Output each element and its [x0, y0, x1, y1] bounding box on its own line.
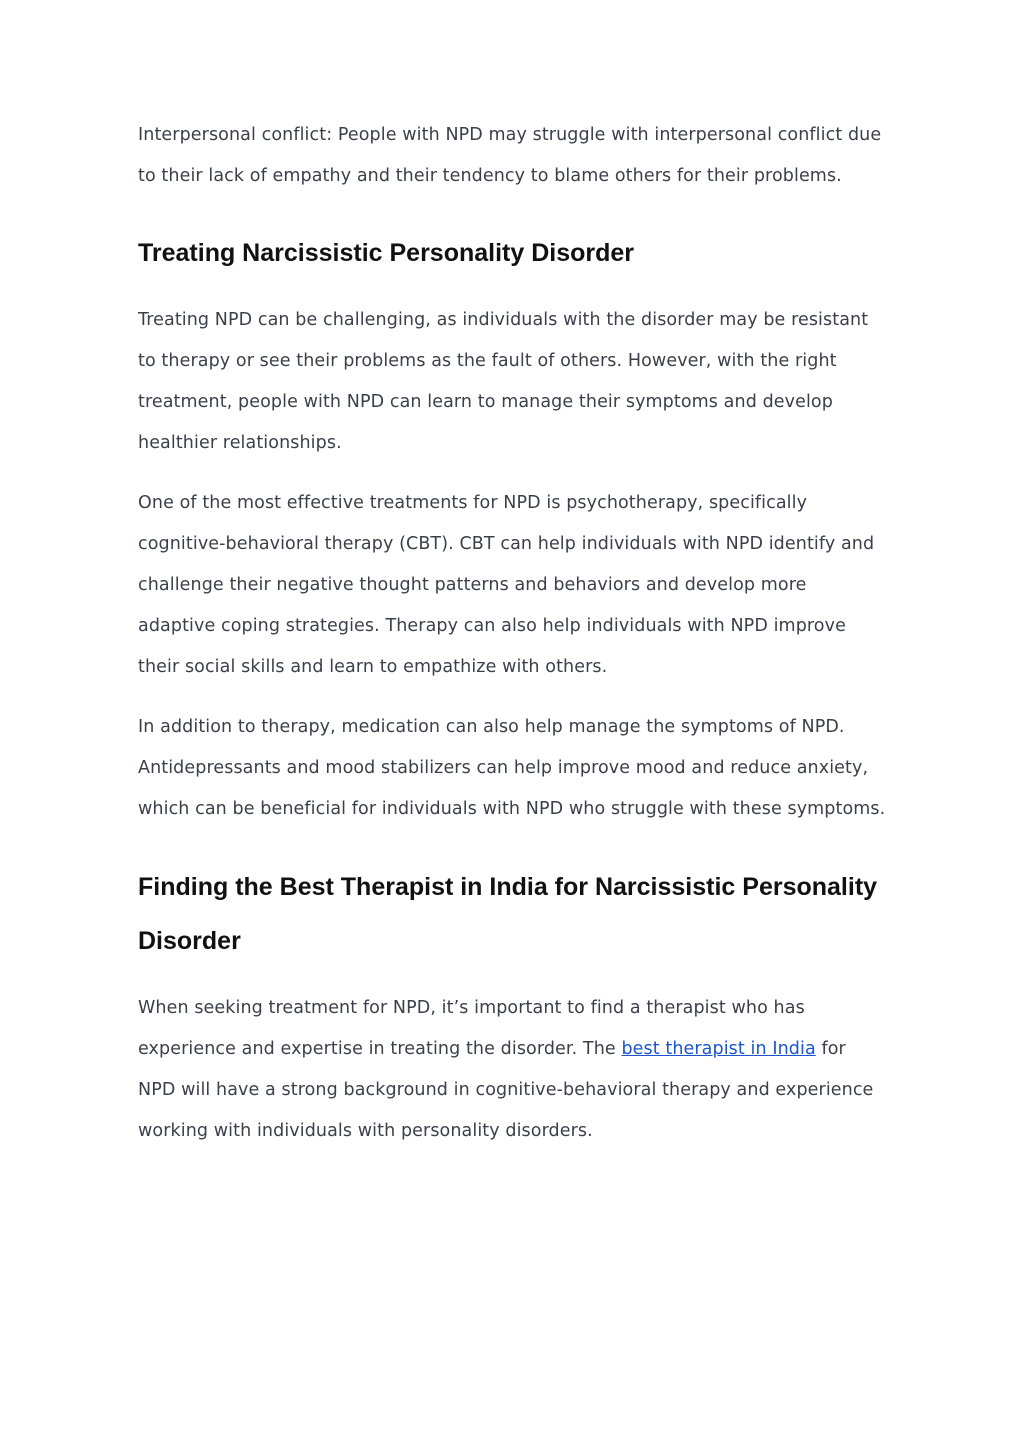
document-page — [138, 115, 888, 1171]
finding-therapist-heading: Finding the Best Therapist in India for Narcissistic Personality Disorder — [138, 873, 878, 955]
finding-text-after-link: for NPD will have a strong background in cognitive-behavioral therapy and experience working with individuals with personality disorders. — [138, 1039, 874, 1141]
treating-paragraph-2: One of the most effective treatments for NPD is psychotherapy, specifically cognitive-behavioral therapy (CBT). CBT can help individuals with NPD identify and challenge their negative thought patterns and behaviors and develop more adaptive coping strategies. Therapy can also help individuals with NPD improve their social skills and learn to empathize with others. — [138, 493, 875, 677]
treating-npd-heading: Treating Narcissistic Personality Disorder — [138, 239, 635, 267]
interpersonal-conflict-paragraph: Interpersonal conflict: People with NPD may struggle with interpersonal conflict due to their lack of empathy and their tendency to blame others for their problems. — [138, 125, 882, 186]
treating-paragraph-1: Treating NPD can be challenging, as individuals with the disorder may be resistant to therapy or see their problems as the fault of others. However, with the right treatment, people with NPD can learn to manage their symptoms and develop healthier relationships. — [138, 310, 869, 453]
finding-text-before-link: When seeking treatment for NPD, it’s important to find a therapist who has experience and expertise in treating the disorder. The — [138, 998, 805, 1059]
finding-paragraph — [138, 988, 888, 1152]
treating-paragraph-3: In addition to therapy, medication can also help manage the symptoms of NPD. Antidepressants and mood stabilizers can help improve mood and reduce anxiety, which can be beneficial for individuals with NPD who struggle with these symptoms. — [138, 717, 886, 819]
best-therapist-link[interactable]: best therapist in India — [621, 1039, 816, 1059]
